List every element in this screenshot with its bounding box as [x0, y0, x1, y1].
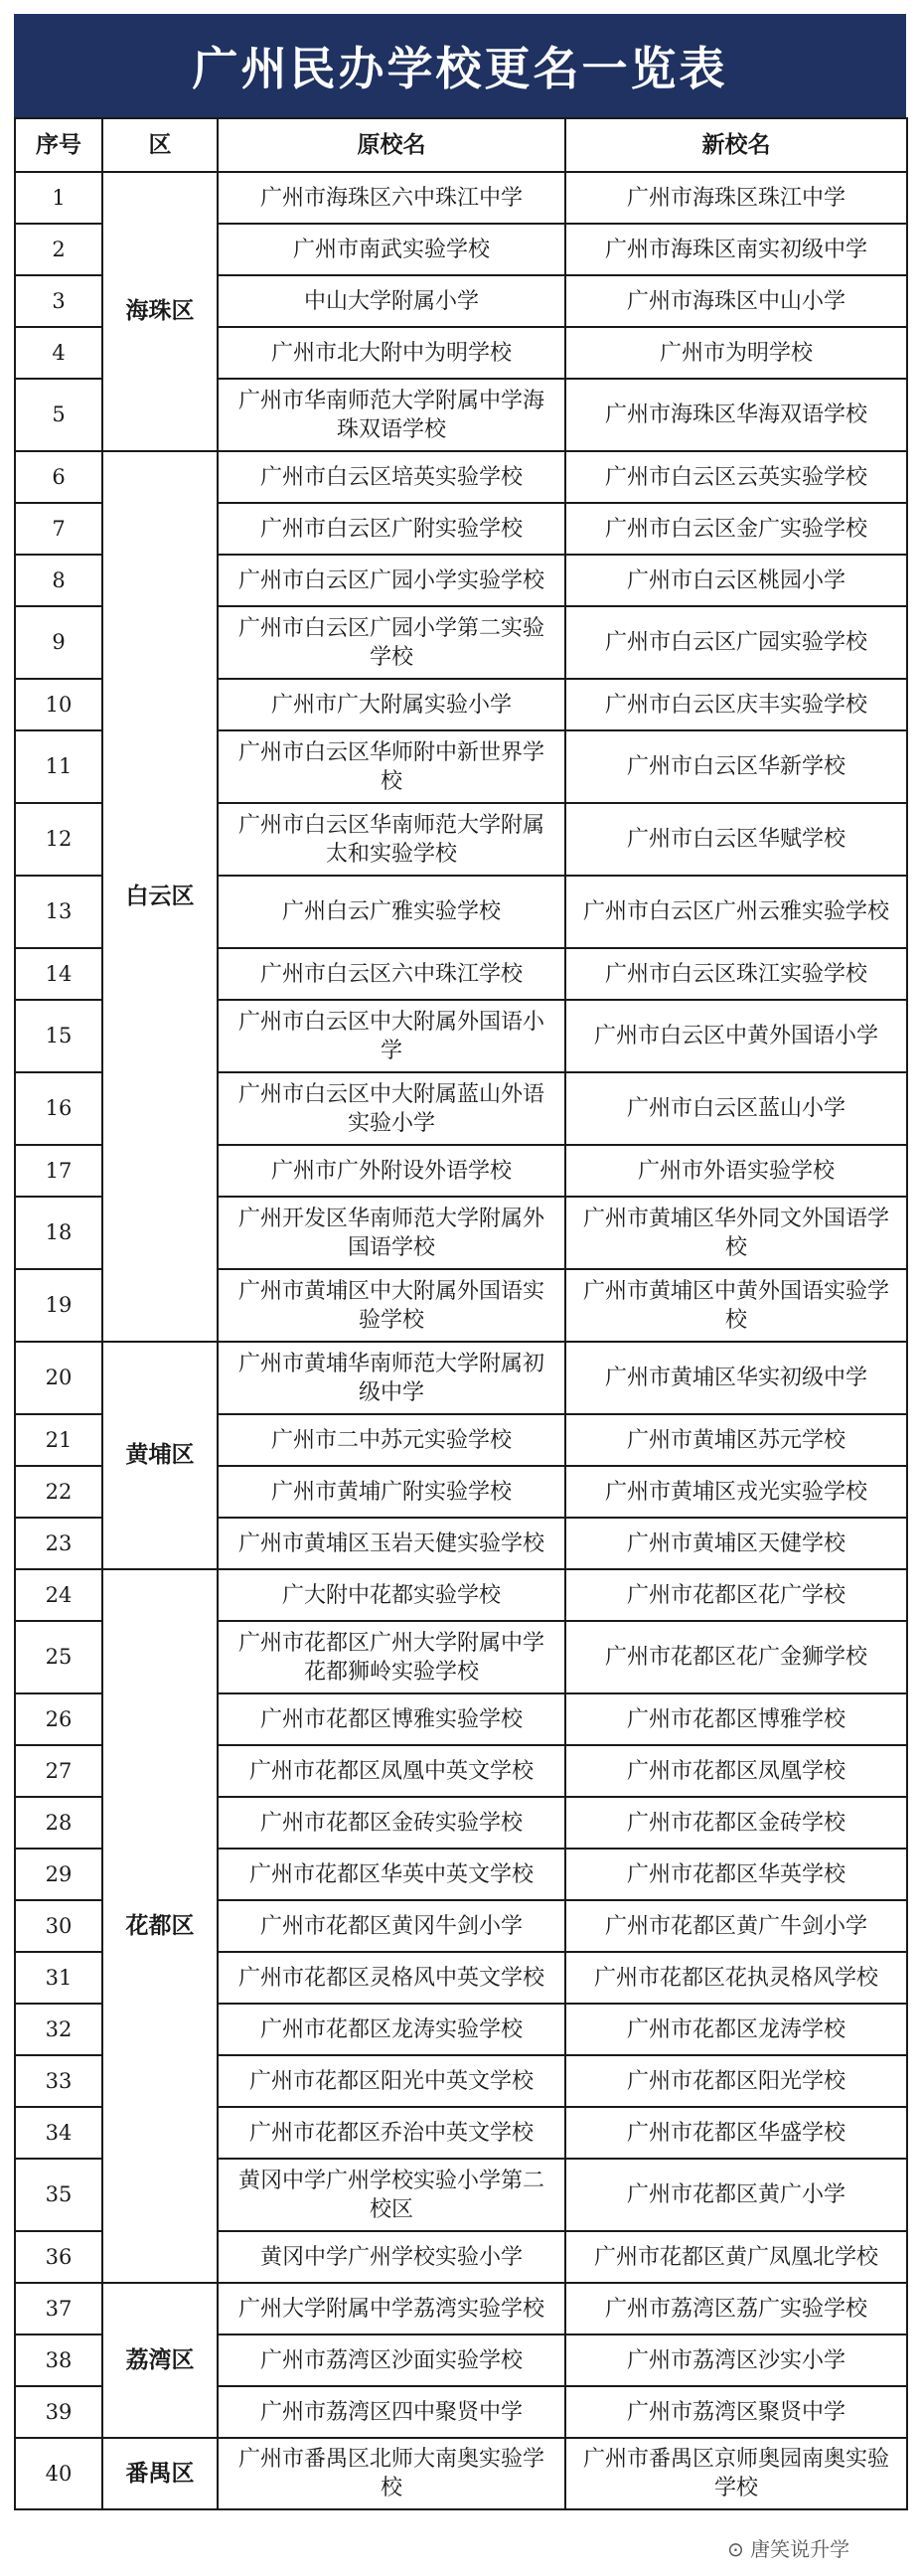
old-school-name: 广州市花都区博雅实验学校	[218, 1693, 565, 1745]
old-school-name: 广州市南武实验学校	[218, 224, 565, 275]
row-number: 7	[15, 503, 102, 555]
row-number: 26	[15, 1693, 102, 1745]
new-school-name: 广州市白云区华赋学校	[565, 803, 907, 876]
old-school-name: 广州市荔湾区四中聚贤中学	[218, 2386, 565, 2438]
old-school-name: 广州市广大附属实验小学	[218, 679, 565, 730]
row-number: 34	[15, 2107, 102, 2159]
new-school-name: 广州市荔湾区荔广实验学校	[565, 2283, 907, 2334]
row-number: 10	[15, 679, 102, 730]
row-number: 14	[15, 948, 102, 1000]
row-number: 40	[15, 2438, 102, 2509]
row-number: 30	[15, 1900, 102, 1952]
row-number: 2	[15, 224, 102, 275]
new-school-name: 广州市花都区阳光学校	[565, 2055, 907, 2107]
new-school-name: 广州市荔湾区沙实小学	[565, 2334, 907, 2386]
old-school-name: 黄冈中学广州学校实验小学第二校区	[218, 2159, 565, 2231]
new-school-name: 广州市白云区珠江实验学校	[565, 948, 907, 1000]
row-number: 13	[15, 876, 102, 948]
new-school-name: 广州市白云区中黄外国语小学	[565, 1000, 907, 1072]
district-cell: 花都区	[102, 1569, 218, 2283]
row-number: 33	[15, 2055, 102, 2107]
new-school-name: 广州市白云区金广实验学校	[565, 503, 907, 555]
new-school-name: 广州市白云区蓝山小学	[565, 1072, 907, 1145]
table-body	[15, 172, 907, 2509]
new-school-name: 广州市花都区龙涛学校	[565, 2004, 907, 2055]
new-school-name: 广州市白云区桃园小学	[565, 555, 907, 606]
header-new-name: 新校名	[565, 118, 907, 172]
row-number: 20	[15, 1342, 102, 1414]
row-number: 18	[15, 1197, 102, 1269]
old-school-name: 广州市白云区华师附中新世界学校	[218, 730, 565, 803]
rename-table	[14, 117, 908, 2510]
old-school-name: 广州市花都区黄冈牛剑小学	[218, 1900, 565, 1952]
row-number: 27	[15, 1745, 102, 1797]
new-school-name: 广州市黄埔区苏元学校	[565, 1414, 907, 1466]
new-school-name: 广州市白云区广州云雅实验学校	[565, 876, 907, 948]
row-number: 11	[15, 730, 102, 803]
new-school-name: 广州市番禺区京师奥园南奥实验学校	[565, 2438, 907, 2509]
district-cell: 番禺区	[102, 2438, 218, 2509]
new-school-name: 广州市海珠区中山小学	[565, 275, 907, 327]
new-school-name: 广州市花都区华英学校	[565, 1849, 907, 1900]
old-school-name: 广州市黄埔区中大附属外国语实验学校	[218, 1269, 565, 1342]
old-school-name: 广州市花都区凤凰中英文学校	[218, 1745, 565, 1797]
row-number: 16	[15, 1072, 102, 1145]
new-school-name: 广州市海珠区南实初级中学	[565, 224, 907, 275]
old-school-name: 广州市黄埔广附实验学校	[218, 1466, 565, 1518]
old-school-name: 广州白云广雅实验学校	[218, 876, 565, 948]
old-school-name: 广州市海珠区六中珠江中学	[218, 172, 565, 224]
new-school-name: 广州市白云区庆丰实验学校	[565, 679, 907, 730]
watermark-icon: ⊙	[727, 2537, 751, 2561]
new-school-name: 广州市黄埔区天健学校	[565, 1518, 907, 1569]
old-school-name: 广州市白云区中大附属蓝山外语实验小学	[218, 1072, 565, 1145]
old-school-name: 广州大学附属中学荔湾实验学校	[218, 2283, 565, 2334]
row-number: 12	[15, 803, 102, 876]
new-school-name: 广州市花都区金砖学校	[565, 1797, 907, 1849]
old-school-name: 广州市白云区广园小学实验学校	[218, 555, 565, 606]
row-number: 9	[15, 606, 102, 679]
old-school-name: 广州市白云区培英实验学校	[218, 451, 565, 503]
old-school-name: 广州开发区华南师范大学附属外国语学校	[218, 1197, 565, 1269]
table-row	[15, 1342, 907, 1414]
table-row	[15, 172, 907, 224]
old-school-name: 广州市花都区灵格风中英文学校	[218, 1952, 565, 2004]
row-number: 4	[15, 327, 102, 379]
page-title: 广州民办学校更名一览表	[192, 42, 728, 95]
new-school-name: 广州市黄埔区戎光实验学校	[565, 1466, 907, 1518]
new-school-name: 广州市花都区黄广小学	[565, 2159, 907, 2231]
new-school-name: 广州市黄埔区华外同文外国语学校	[565, 1197, 907, 1269]
header-old-name: 原校名	[218, 118, 565, 172]
new-school-name: 广州市荔湾区聚贤中学	[565, 2386, 907, 2438]
old-school-name: 广州市荔湾区沙面实验学校	[218, 2334, 565, 2386]
new-school-name: 广州市花都区花执灵格风学校	[565, 1952, 907, 2004]
old-school-name: 广州市华南师范大学附属中学海珠双语学校	[218, 379, 565, 451]
row-number: 29	[15, 1849, 102, 1900]
row-number: 22	[15, 1466, 102, 1518]
row-number: 5	[15, 379, 102, 451]
table-row	[15, 1569, 907, 1621]
old-school-name: 广州市花都区阳光中英文学校	[218, 2055, 565, 2107]
district-cell: 海珠区	[102, 172, 218, 451]
district-cell: 荔湾区	[102, 2283, 218, 2438]
old-school-name: 中山大学附属小学	[218, 275, 565, 327]
old-school-name: 广州市花都区广州大学附属中学花都狮岭实验学校	[218, 1621, 565, 1693]
new-school-name: 广州市海珠区华海双语学校	[565, 379, 907, 451]
row-number: 38	[15, 2334, 102, 2386]
old-school-name: 广州市花都区金砖实验学校	[218, 1797, 565, 1849]
new-school-name: 广州市花都区华盛学校	[565, 2107, 907, 2159]
new-school-name: 广州市花都区黄广牛剑小学	[565, 1900, 907, 1952]
row-number: 31	[15, 1952, 102, 2004]
new-school-name: 广州市花都区博雅学校	[565, 1693, 907, 1745]
row-number: 3	[15, 275, 102, 327]
new-school-name: 广州市海珠区珠江中学	[565, 172, 907, 224]
row-number: 21	[15, 1414, 102, 1466]
old-school-name: 广大附中花都实验学校	[218, 1569, 565, 1621]
row-number: 28	[15, 1797, 102, 1849]
old-school-name: 广州市白云区六中珠江学校	[218, 948, 565, 1000]
row-number: 1	[15, 172, 102, 224]
old-school-name: 广州市广外附设外语学校	[218, 1145, 565, 1197]
row-number: 17	[15, 1145, 102, 1197]
old-school-name: 广州市花都区乔治中英文学校	[218, 2107, 565, 2159]
watermark	[723, 2532, 853, 2563]
old-school-name: 广州市花都区华英中英文学校	[218, 1849, 565, 1900]
row-number: 8	[15, 555, 102, 606]
header-no: 序号	[15, 118, 102, 172]
row-number: 39	[15, 2386, 102, 2438]
old-school-name: 黄冈中学广州学校实验小学	[218, 2231, 565, 2283]
row-number: 6	[15, 451, 102, 503]
old-school-name: 广州市黄埔区玉岩天健实验学校	[218, 1518, 565, 1569]
row-number: 24	[15, 1569, 102, 1621]
row-number: 36	[15, 2231, 102, 2283]
table-row	[15, 2438, 907, 2509]
old-school-name: 广州市白云区广园小学第二实验学校	[218, 606, 565, 679]
header-row	[15, 118, 907, 172]
new-school-name: 广州市白云区广园实验学校	[565, 606, 907, 679]
new-school-name: 广州市黄埔区华实初级中学	[565, 1342, 907, 1414]
watermark-text: 唐笑说升学	[750, 2537, 850, 2561]
old-school-name: 广州市北大附中为明学校	[218, 327, 565, 379]
district-cell: 黄埔区	[102, 1342, 218, 1569]
new-school-name: 广州市白云区云英实验学校	[565, 451, 907, 503]
old-school-name: 广州市二中苏元实验学校	[218, 1414, 565, 1466]
row-number: 15	[15, 1000, 102, 1072]
row-number: 19	[15, 1269, 102, 1342]
old-school-name: 广州市花都区龙涛实验学校	[218, 2004, 565, 2055]
table-row	[15, 2283, 907, 2334]
row-number: 32	[15, 2004, 102, 2055]
district-cell: 白云区	[102, 451, 218, 1342]
new-school-name: 广州市花都区凤凰学校	[565, 1745, 907, 1797]
old-school-name: 广州市白云区华南师范大学附属太和实验学校	[218, 803, 565, 876]
new-school-name: 广州市白云区华新学校	[565, 730, 907, 803]
row-number: 23	[15, 1518, 102, 1569]
header-district: 区	[102, 118, 218, 172]
old-school-name: 广州市白云区中大附属外国语小学	[218, 1000, 565, 1072]
new-school-name: 广州市花都区黄广凤凰北学校	[565, 2231, 907, 2283]
new-school-name: 广州市外语实验学校	[565, 1145, 907, 1197]
row-number: 25	[15, 1621, 102, 1693]
table-row	[15, 451, 907, 503]
new-school-name: 广州市为明学校	[565, 327, 907, 379]
title-banner	[14, 14, 906, 117]
row-number: 35	[15, 2159, 102, 2231]
old-school-name: 广州市黄埔华南师范大学附属初级中学	[218, 1342, 565, 1414]
old-school-name: 广州市白云区广附实验学校	[218, 503, 565, 555]
row-number: 37	[15, 2283, 102, 2334]
old-school-name: 广州市番禺区北师大南奥实验学校	[218, 2438, 565, 2509]
new-school-name: 广州市花都区花广学校	[565, 1569, 907, 1621]
new-school-name: 广州市黄埔区中黄外国语实验学校	[565, 1269, 907, 1342]
new-school-name: 广州市花都区花广金狮学校	[565, 1621, 907, 1693]
